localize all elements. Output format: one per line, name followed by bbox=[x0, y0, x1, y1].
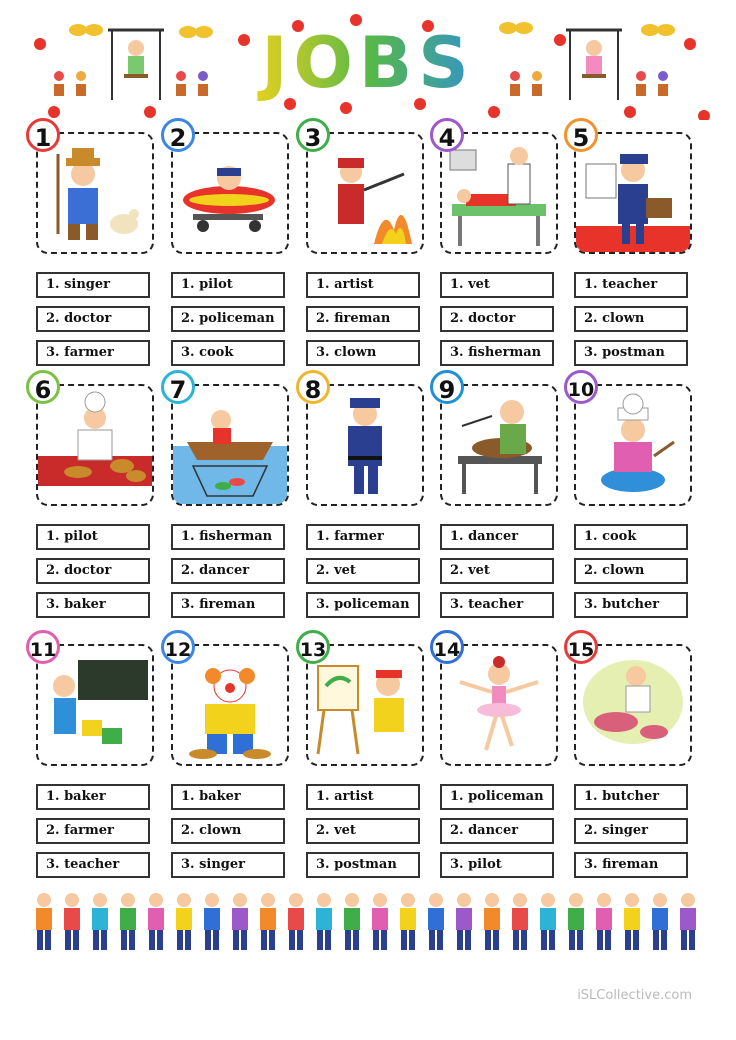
job-card bbox=[298, 374, 428, 624]
card-number-badge: 14 bbox=[430, 630, 464, 664]
answer-option[interactable]: 1. pilot bbox=[36, 524, 150, 550]
answer-option[interactable]: 2. dancer bbox=[440, 818, 554, 844]
card-number-badge: 5 bbox=[564, 118, 598, 152]
job-card bbox=[566, 122, 696, 372]
job-picture bbox=[171, 132, 289, 254]
child-figure-icon bbox=[624, 893, 640, 950]
child-figure-icon bbox=[92, 893, 108, 950]
card-number-badge: 12 bbox=[161, 630, 195, 664]
job-card bbox=[432, 122, 562, 372]
policeman-icon bbox=[308, 386, 422, 504]
children-row-icon bbox=[30, 888, 706, 960]
answer-option[interactable]: 2. vet bbox=[440, 558, 554, 584]
answer-option[interactable]: 1. cook bbox=[574, 524, 688, 550]
cook-icon bbox=[576, 386, 690, 504]
answer-option[interactable]: 2. vet bbox=[306, 818, 420, 844]
card-number-badge: 4 bbox=[430, 118, 464, 152]
job-picture bbox=[574, 384, 692, 506]
answer-option[interactable]: 2. clown bbox=[171, 818, 285, 844]
header-banner bbox=[0, 0, 736, 120]
job-card bbox=[28, 122, 158, 372]
job-picture bbox=[36, 384, 154, 506]
card-number-badge: 13 bbox=[296, 630, 330, 664]
job-picture bbox=[36, 644, 154, 766]
job-picture bbox=[574, 644, 692, 766]
answer-option[interactable]: 1. vet bbox=[440, 272, 554, 298]
answer-option[interactable]: 1. farmer bbox=[306, 524, 420, 550]
dancer-icon bbox=[442, 646, 556, 764]
job-picture bbox=[574, 132, 692, 254]
answer-option[interactable]: 3. baker bbox=[36, 592, 150, 618]
card-number-badge: 1 bbox=[26, 118, 60, 152]
answer-option[interactable]: 2. doctor bbox=[440, 306, 554, 332]
child-figure-icon bbox=[204, 893, 220, 950]
child-figure-icon bbox=[400, 893, 416, 950]
child-figure-icon bbox=[64, 893, 80, 950]
answer-option[interactable]: 1. baker bbox=[36, 784, 150, 810]
job-picture bbox=[306, 384, 424, 506]
postman-icon bbox=[576, 134, 690, 252]
card-number-badge: 6 bbox=[26, 370, 60, 404]
answer-option[interactable]: 3. fisherman bbox=[440, 340, 554, 366]
job-card bbox=[28, 634, 158, 884]
answer-option[interactable]: 1. artist bbox=[306, 272, 420, 298]
watermark: iSLCollective.com bbox=[577, 988, 692, 1003]
fisherman-icon bbox=[173, 386, 287, 504]
farmer-icon bbox=[38, 134, 152, 252]
child-figure-icon bbox=[596, 893, 612, 950]
clown-icon bbox=[173, 646, 287, 764]
child-figure-icon bbox=[176, 893, 192, 950]
answer-option[interactable]: 2. doctor bbox=[36, 306, 150, 332]
answer-option[interactable]: 3. farmer bbox=[36, 340, 150, 366]
child-figure-icon bbox=[232, 893, 248, 950]
answer-option[interactable]: 3. fireman bbox=[574, 852, 688, 878]
teacher-icon bbox=[38, 646, 152, 764]
job-picture bbox=[36, 132, 154, 254]
job-picture bbox=[440, 384, 558, 506]
answer-option[interactable]: 2. doctor bbox=[36, 558, 150, 584]
job-card bbox=[566, 634, 696, 884]
fireman-icon bbox=[308, 134, 422, 252]
answer-option[interactable]: 2. dancer bbox=[171, 558, 285, 584]
child-figure-icon bbox=[260, 893, 276, 950]
card-number-badge: 11 bbox=[26, 630, 60, 664]
job-card bbox=[163, 634, 293, 884]
job-card bbox=[432, 634, 562, 884]
job-picture bbox=[306, 644, 424, 766]
answer-option[interactable]: 2. clown bbox=[574, 306, 688, 332]
job-card bbox=[298, 634, 428, 884]
answer-option[interactable]: 1. singer bbox=[36, 272, 150, 298]
answer-option[interactable]: 3. butcher bbox=[574, 592, 688, 618]
answer-option[interactable]: 3. cook bbox=[171, 340, 285, 366]
card-number-badge: 3 bbox=[296, 118, 330, 152]
answer-option[interactable]: 3. pilot bbox=[440, 852, 554, 878]
card-number-badge: 10 bbox=[564, 370, 598, 404]
job-picture bbox=[171, 384, 289, 506]
child-figure-icon bbox=[540, 893, 556, 950]
child-figure-icon bbox=[288, 893, 304, 950]
baker-icon bbox=[38, 386, 152, 504]
job-picture bbox=[440, 132, 558, 254]
answer-option[interactable]: 3. teacher bbox=[36, 852, 150, 878]
child-figure-icon bbox=[484, 893, 500, 950]
answer-option[interactable]: 1. baker bbox=[171, 784, 285, 810]
child-figure-icon bbox=[428, 893, 444, 950]
answer-option[interactable]: 1. butcher bbox=[574, 784, 688, 810]
card-number-badge: 7 bbox=[161, 370, 195, 404]
card-number-badge: 15 bbox=[564, 630, 598, 664]
card-number-badge: 8 bbox=[296, 370, 330, 404]
answer-option[interactable]: 3. teacher bbox=[440, 592, 554, 618]
artist-icon bbox=[308, 646, 422, 764]
card-number-badge: 2 bbox=[161, 118, 195, 152]
job-card bbox=[28, 374, 158, 624]
answer-option[interactable]: 3. fireman bbox=[171, 592, 285, 618]
child-figure-icon bbox=[680, 893, 696, 950]
job-picture bbox=[171, 644, 289, 766]
child-figure-icon bbox=[456, 893, 472, 950]
card-number-badge: 9 bbox=[430, 370, 464, 404]
answer-option[interactable]: 2. singer bbox=[574, 818, 688, 844]
answer-option[interactable]: 3. policeman bbox=[306, 592, 420, 618]
answer-option[interactable]: 2. farmer bbox=[36, 818, 150, 844]
job-picture bbox=[306, 132, 424, 254]
answer-option[interactable]: 1. teacher bbox=[574, 272, 688, 298]
vet-icon bbox=[442, 386, 556, 504]
answer-option[interactable]: 1. policeman bbox=[440, 784, 554, 810]
child-figure-icon bbox=[148, 893, 164, 950]
child-figure-icon bbox=[120, 893, 136, 950]
child-figure-icon bbox=[316, 893, 332, 950]
answer-option[interactable]: 3. clown bbox=[306, 340, 420, 366]
answer-option[interactable]: 1. dancer bbox=[440, 524, 554, 550]
job-card bbox=[163, 122, 293, 372]
job-card bbox=[566, 374, 696, 624]
job-picture bbox=[440, 644, 558, 766]
child-figure-icon bbox=[372, 893, 388, 950]
child-figure-icon bbox=[344, 893, 360, 950]
answer-option[interactable]: 3. singer bbox=[171, 852, 285, 878]
job-card bbox=[298, 122, 428, 372]
answer-option[interactable]: 2. vet bbox=[306, 558, 420, 584]
answer-option[interactable]: 2. fireman bbox=[306, 306, 420, 332]
child-figure-icon bbox=[568, 893, 584, 950]
job-card bbox=[432, 374, 562, 624]
answer-option[interactable]: 2. policeman bbox=[171, 306, 285, 332]
pilot-icon bbox=[173, 134, 287, 252]
answer-option[interactable]: 3. postman bbox=[574, 340, 688, 366]
child-figure-icon bbox=[512, 893, 528, 950]
child-figure-icon bbox=[36, 893, 52, 950]
answer-option[interactable]: 1. fisherman bbox=[171, 524, 285, 550]
page-title: JOBS bbox=[0, 22, 736, 104]
answer-option[interactable]: 3. postman bbox=[306, 852, 420, 878]
butcher-icon bbox=[576, 646, 690, 764]
doctor-icon bbox=[442, 134, 556, 252]
answer-option[interactable]: 2. clown bbox=[574, 558, 688, 584]
answer-option[interactable]: 1. artist bbox=[306, 784, 420, 810]
answer-option[interactable]: 1. pilot bbox=[171, 272, 285, 298]
job-card bbox=[163, 374, 293, 624]
child-figure-icon bbox=[652, 893, 668, 950]
